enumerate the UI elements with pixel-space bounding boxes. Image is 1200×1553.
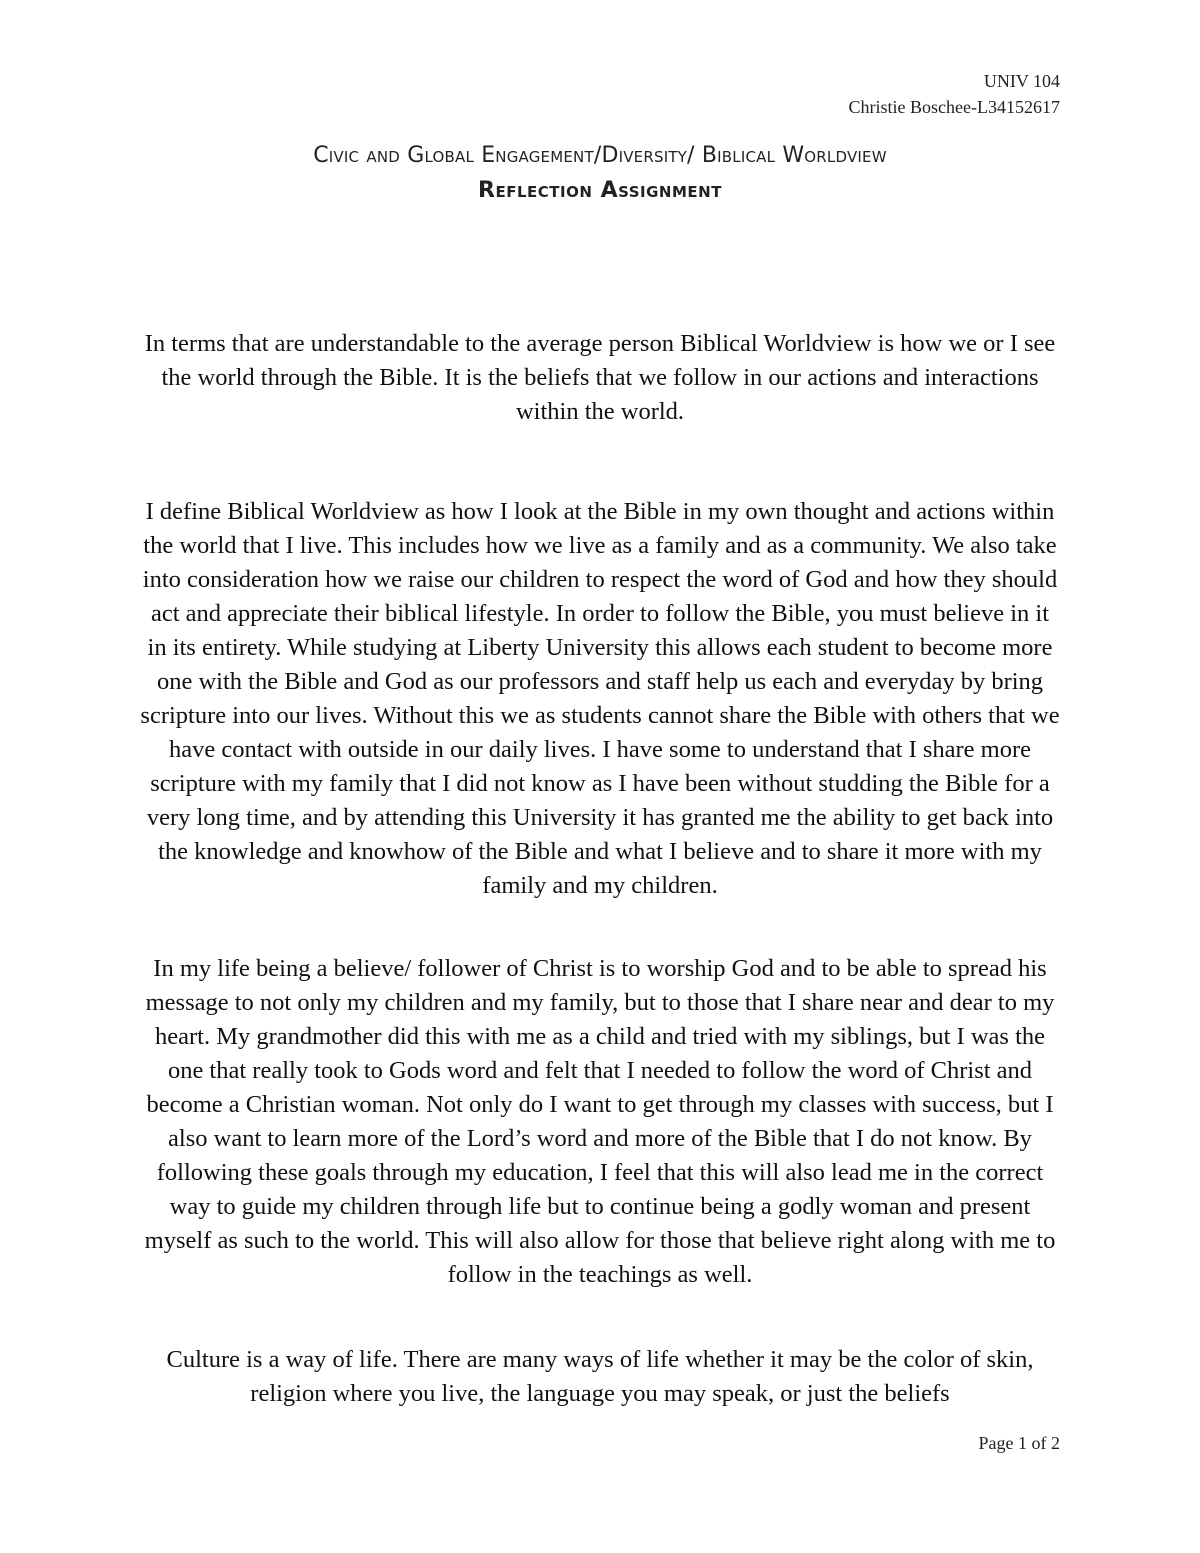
title-subtitle: Reflection Assignment	[478, 178, 722, 203]
course-code: UNIV 104	[983, 71, 1060, 91]
title-main: Civic and Global Engagement/Diversity/ Biblical Worldview	[313, 143, 887, 168]
paragraph-personal-definition: I define Biblical Worldview as how I look at the Bible in my own thought and actions within the world that I live. This includes how we live as a family and as a community. We also take into consideration how we raise our children to respect the word of God and how they should act and appreciate their biblical lifestyle. In order to follow the Bible, you must believe in it in its entirety. While studying at Liberty University this allows each student to become more one with the Bible and God as our professors and staff help us each and everyday by bring scripture into our lives. Without this we as students cannot share the Bible with others that we have contact with outside in our daily lives. I have some to understand that I share more scripture with my family that I did not know as I have been without studding the Bible for a very long time, and by attending this University it has granted me the ability to get back into the knowledge and knowhow of the Bible and what I believe and to share it more with my family and my children.	[140, 498, 1060, 899]
page-number: Page 1 of 2	[978, 1433, 1060, 1453]
paragraph-culture: Culture is a way of life. There are many ways of life whether it may be the color of skin, religion where you live, the language you may speak, or just the beliefs	[166, 1346, 1034, 1407]
document-header	[849, 68, 1060, 120]
student-name-id: Christie Boschee-L34152617	[848, 97, 1060, 117]
document-title	[150, 138, 1050, 208]
paragraph-believer: In my life being a believe/ follower of Christ is to worship God and to be able to spread his message to not only my children and my family, but to those that I share near and dear to my heart. My grandmother did this with me as a child and tried with my siblings, but I was the one that really took to Gods word and felt that I needed to follow the word of Christ and become a Christian woman. Not only do I want to get through my classes with success, but I also want to learn more of the Lord’s word and more of the Bible that I do not know. By following these goals through my education, I feel that this will also lead me in the correct way to guide my children through life but to continue being a godly woman and present myself as such to the world. This will also allow for those that believe right along with me to follow in the teachings as well.	[144, 955, 1056, 1288]
paragraph-definition: In terms that are understandable to the average person Biblical Worldview is how we or I see the world through the Bible. It is the beliefs that we follow in our actions and interactions within the world.	[144, 330, 1056, 425]
